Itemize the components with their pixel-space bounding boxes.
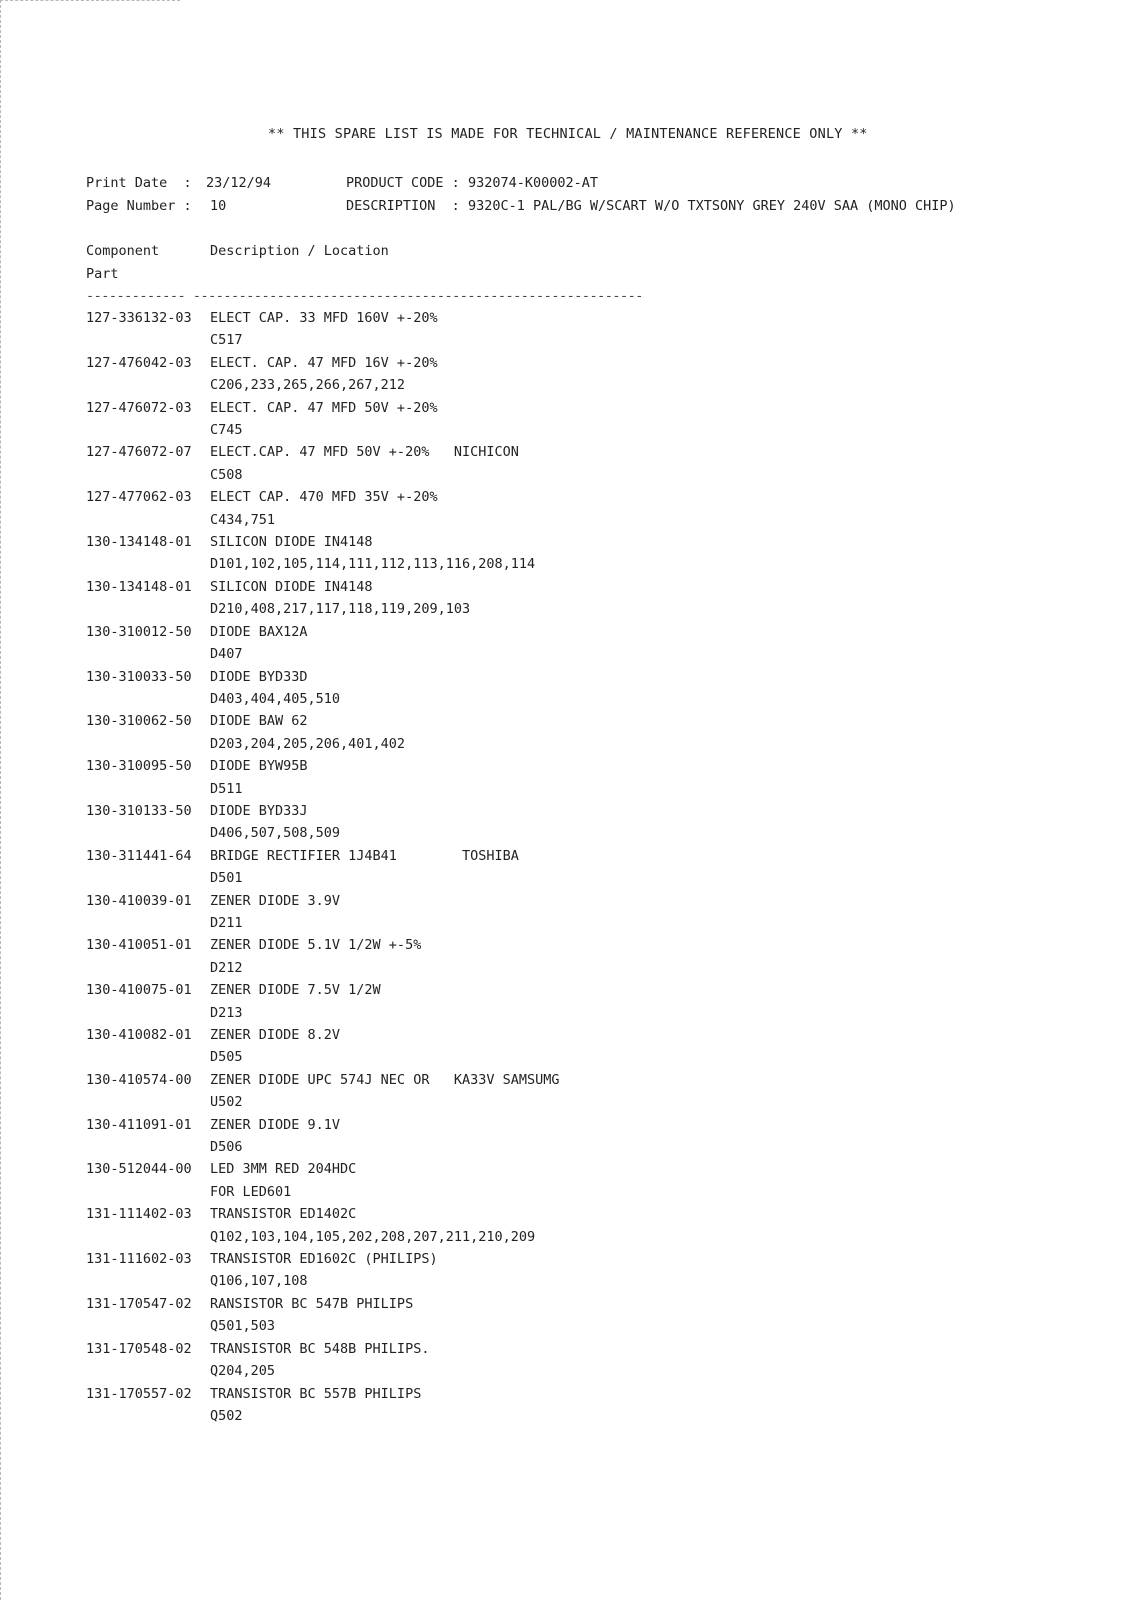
list-item-main-line	[86, 352, 560, 374]
part-description: ELECT CAP. 470 MFD 35V +-20%	[210, 489, 438, 506]
part-description: DIODE BAX12A	[210, 623, 308, 640]
list-item	[86, 666, 560, 711]
list-item-main-line	[86, 890, 560, 912]
part-description: BRIDGE RECTIFIER 1J4B41 TOSHIBA	[210, 847, 519, 864]
part-location: U502	[210, 1094, 243, 1111]
list-item	[86, 307, 560, 352]
list-item-main-line	[86, 441, 560, 463]
part-number: 130-310033-50	[86, 668, 192, 685]
column-header-row	[86, 240, 389, 263]
list-item	[86, 1248, 560, 1293]
part-description: DIODE BAW 62	[210, 713, 308, 730]
part-number: 130-310133-50	[86, 802, 192, 819]
list-item	[86, 1203, 560, 1248]
list-item	[86, 1114, 560, 1159]
list-item-main-line	[86, 1383, 560, 1405]
part-location: D210,408,217,117,118,119,209,103	[210, 601, 471, 618]
part-number: 130-410574-00	[86, 1071, 192, 1088]
part-location: D406,507,508,509	[210, 825, 341, 842]
list-item	[86, 710, 560, 755]
part-number: 131-111602-03	[86, 1251, 192, 1268]
part-description: ELECT. CAP. 47 MFD 50V +-20%	[210, 399, 438, 416]
list-item-main-line	[86, 486, 560, 508]
list-item	[86, 1338, 560, 1383]
list-item-main-line	[86, 1114, 560, 1136]
part-number: 130-134148-01	[86, 534, 192, 551]
column-part: Part	[86, 266, 119, 282]
list-item	[86, 441, 560, 486]
part-description: ZENER DIODE 7.5V 1/2W	[210, 982, 381, 999]
part-location: D511	[210, 780, 243, 797]
part-location: C517	[210, 332, 243, 349]
part-description: ZENER DIODE UPC 574J NEC OR KA33V SAMSUMG	[210, 1071, 560, 1088]
part-location: D505	[210, 1049, 243, 1066]
list-item-main-line	[86, 800, 560, 822]
part-location: D407	[210, 646, 243, 663]
list-item-main-line	[86, 531, 560, 553]
column-header-row-2	[86, 263, 389, 286]
part-location: D213	[210, 1004, 243, 1021]
list-item	[86, 486, 560, 531]
part-location: D101,102,105,114,111,112,113,116,208,114	[210, 556, 536, 573]
list-item-main-line	[86, 576, 560, 598]
part-location: FOR LED601	[210, 1183, 292, 1200]
part-number: 130-512044-00	[86, 1161, 192, 1178]
part-number: 130-410039-01	[86, 892, 192, 909]
document-header	[86, 172, 956, 218]
list-item	[86, 352, 560, 397]
list-item	[86, 755, 560, 800]
part-location: C745	[210, 422, 243, 439]
part-number: 130-410075-01	[86, 982, 192, 999]
parts-list	[86, 307, 560, 1427]
part-location: D501	[210, 870, 243, 887]
column-component: Component	[86, 243, 160, 259]
column-headers	[86, 240, 389, 286]
list-item-main-line	[86, 1248, 560, 1270]
list-item	[86, 397, 560, 442]
page-number-value: 10	[210, 198, 227, 214]
list-item	[86, 1024, 560, 1069]
list-item-main-line	[86, 621, 560, 643]
list-item-main-line	[86, 307, 560, 329]
list-item	[86, 800, 560, 845]
part-description: TRANSISTOR ED1402C	[210, 1206, 357, 1223]
description-label: DESCRIPTION :	[346, 198, 460, 214]
list-item	[86, 890, 560, 935]
part-location: Q106,107,108	[210, 1273, 308, 1290]
part-number: 127-476072-07	[86, 444, 192, 461]
part-description: ELECT. CAP. 47 MFD 16V +-20%	[210, 354, 438, 371]
reference-notice: ** THIS SPARE LIST IS MADE FOR TECHNICAL / MAINTENANCE REFERENCE ONLY **	[268, 126, 868, 142]
product-code-value: 932074-K00002-AT	[468, 175, 599, 191]
scan-edge-left	[0, 0, 3, 1600]
list-item-main-line	[86, 845, 560, 867]
list-item-main-line	[86, 666, 560, 688]
description-value: 9320C-1 PAL/BG W/SCART W/O TXTSONY GREY 240V SAA (MONO CHIP)	[468, 198, 956, 214]
part-location: Q204,205	[210, 1363, 276, 1380]
page-number-label: Page Number :	[86, 198, 192, 214]
part-description: DIODE BYW95B	[210, 758, 308, 775]
header-row-page-number	[86, 195, 956, 218]
part-description: ZENER DIODE 5.1V 1/2W +-5%	[210, 937, 422, 954]
list-item	[86, 621, 560, 666]
part-description: LED 3MM RED 204HDC	[210, 1161, 357, 1178]
separator-rule-right: -----------------------------------------------------------	[192, 288, 643, 304]
part-location: D212	[210, 959, 243, 976]
list-item-main-line	[86, 979, 560, 1001]
part-location: D506	[210, 1139, 243, 1156]
column-description-location: Description / Location	[210, 243, 389, 259]
part-location: D211	[210, 914, 243, 931]
part-description: ZENER DIODE 8.2V	[210, 1027, 341, 1043]
list-item	[86, 1158, 560, 1203]
part-number: 131-170557-02	[86, 1385, 192, 1402]
part-number: 131-170548-02	[86, 1340, 192, 1357]
print-date-label: Print Date :	[86, 175, 192, 191]
list-item-main-line	[86, 1024, 560, 1046]
part-description: ZENER DIODE 3.9V	[210, 892, 341, 909]
part-number: 127-476072-03	[86, 399, 192, 416]
part-description: ZENER DIODE 9.1V	[210, 1116, 341, 1133]
list-item-main-line	[86, 710, 560, 732]
part-location: Q501,503	[210, 1318, 276, 1335]
part-location: D203,204,205,206,401,402	[210, 735, 406, 752]
part-location: Q102,103,104,105,202,208,207,211,210,209	[210, 1228, 536, 1245]
list-item-main-line	[86, 1203, 560, 1225]
list-item-main-line	[86, 934, 560, 956]
part-description: SILICON DIODE IN4148	[210, 578, 373, 595]
part-description: RANSISTOR BC 547B PHILIPS	[210, 1295, 414, 1312]
part-number: 130-310062-50	[86, 713, 192, 730]
list-item	[86, 979, 560, 1024]
header-row-print-date	[86, 172, 956, 195]
print-date-value: 23/12/94	[206, 175, 272, 191]
list-item-main-line	[86, 1158, 560, 1180]
part-description: ELECT CAP. 33 MFD 160V +-20%	[210, 310, 438, 326]
part-location: C434,751	[210, 511, 276, 528]
part-number: 131-111402-03	[86, 1206, 192, 1223]
part-number: 130-311441-64	[86, 847, 192, 864]
part-number: 131-170547-02	[86, 1295, 192, 1312]
part-location: C206,233,265,266,267,212	[210, 377, 406, 394]
scan-edge-top	[0, 0, 180, 3]
part-number: 127-477062-03	[86, 489, 192, 506]
list-item	[86, 576, 560, 621]
list-item-main-line	[86, 397, 560, 419]
part-description: DIODE BYD33D	[210, 668, 308, 685]
part-number: 130-410051-01	[86, 937, 192, 954]
part-description: TRANSISTOR BC 557B PHILIPS	[210, 1385, 422, 1402]
separator-rule	[86, 288, 643, 304]
part-number: 127-476042-03	[86, 354, 192, 371]
part-location: Q502	[210, 1407, 243, 1424]
list-item	[86, 934, 560, 979]
part-location: C508	[210, 466, 243, 483]
separator-rule-left: -------------	[86, 288, 186, 304]
list-item	[86, 845, 560, 890]
list-item	[86, 531, 560, 576]
part-location: D403,404,405,510	[210, 690, 341, 707]
part-description: SILICON DIODE IN4148	[210, 534, 373, 551]
part-description: TRANSISTOR ED1602C (PHILIPS)	[210, 1251, 438, 1268]
part-number: 130-310012-50	[86, 623, 192, 640]
part-description: DIODE BYD33J	[210, 802, 308, 819]
list-item	[86, 1293, 560, 1338]
list-item-main-line	[86, 1338, 560, 1360]
list-item	[86, 1069, 560, 1114]
list-item-main-line	[86, 1069, 560, 1091]
part-description: ELECT.CAP. 47 MFD 50V +-20% NICHICON	[210, 444, 519, 461]
list-item-main-line	[86, 1293, 560, 1315]
part-number: 127-336132-03	[86, 310, 192, 326]
part-number: 130-310095-50	[86, 758, 192, 775]
list-item	[86, 1383, 560, 1428]
part-number: 130-134148-01	[86, 578, 192, 595]
part-number: 130-410082-01	[86, 1027, 192, 1043]
list-item-main-line	[86, 755, 560, 777]
part-description: TRANSISTOR BC 548B PHILIPS.	[210, 1340, 430, 1357]
product-code-label: PRODUCT CODE :	[346, 175, 460, 191]
part-number: 130-411091-01	[86, 1116, 192, 1133]
